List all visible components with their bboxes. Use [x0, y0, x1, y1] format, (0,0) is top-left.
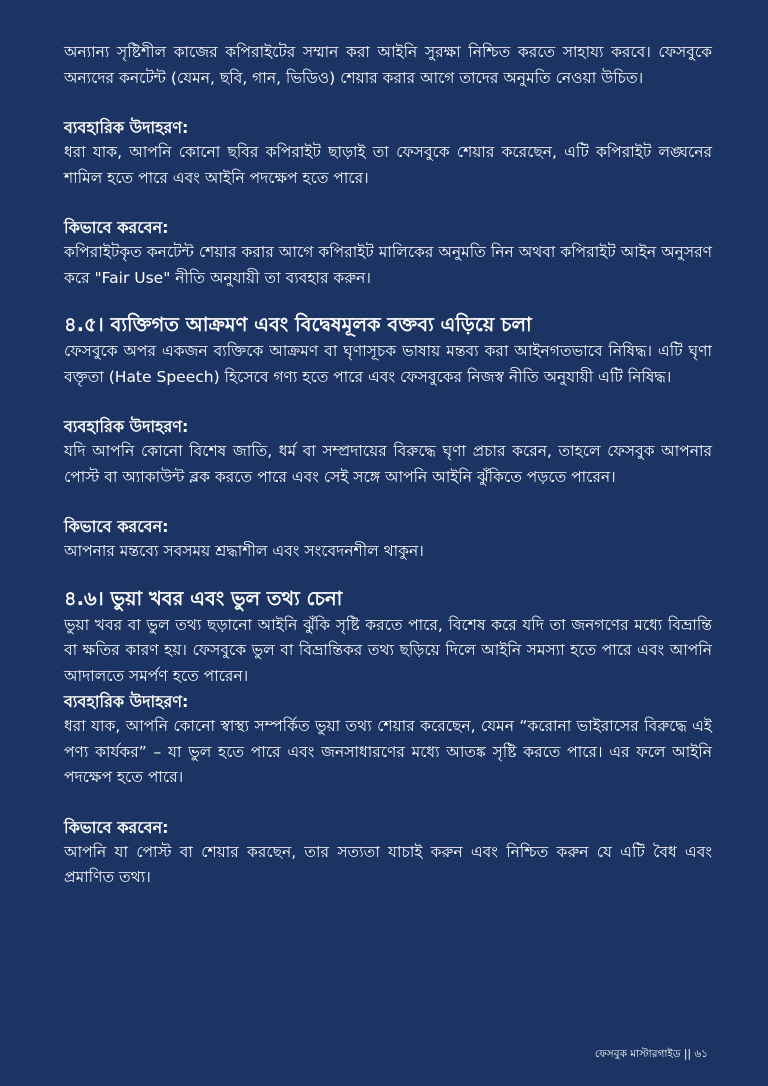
intro-paragraph: অন্যান্য সৃষ্টিশীল কাজের কপিরাইটের সম্মান করা আইনি সুরক্ষা নিশ্চিত করতে সাহায্য করবে। ফেসবুকে অন্যদের কনটেন্ট (যেমন, ছবি, গান, ভিডিও) শেয়ার করার আগে তাদের অনুমতি নেওয়া উচিত।	[64, 43, 712, 87]
section-4-6-paragraph: ভুয়া খবর বা ভুল তথ্য ছড়ানো আইনি ঝুঁকি সৃষ্টি করতে পারে, বিশেষ করে যদি তা জনগণের মধ্যে বিভ্রান্তি বা ক্ষতির কারণ হয়। ফেসবুকে ভুল বা বিভ্রান্তিকর তথ্য ছড়িয়ে দিলে আইনি সমস্যা হতে পারে এবং আপনি আদালতে সমর্পণ হতে পারেন।	[64, 615, 712, 685]
how-to-heading: কিভাবে করবেন:	[64, 218, 169, 237]
section-4-6-how-heading: কিভাবে করবেন:	[64, 817, 169, 837]
section-4-6-example-heading: ব্যবহারিক উদাহরণ:	[64, 692, 189, 711]
section-4-5-paragraph: ফেসবুকে অপর একজন ব্যক্তিকে আক্রমণ বা ঘৃণাসূচক ভাষায় মন্তব্য করা আইনগতভাবে নিষিদ্ধ। এটি ঘৃণা বক্তৃতা (Hate Speech) হিসেবে গণ্য হতে পারে এবং ফেসবুকের নিজস্ব নীতি অনুযায়ী এটি নিষিদ্ধ।	[64, 342, 712, 386]
section-4-6-title: ৪.৬। ভুয়া খবর এবং ভুল তথ্য চেনা	[64, 586, 343, 610]
how-to-paragraph: কপিরাইটকৃত কনটেন্ট শেয়ার করার আগে কপিরাইট মালিকের অনুমতি নিন অথবা কপিরাইট আইন অনুসরণ করে "Fair Use" নীতি অনুযায়ী তা ব্যবহার করুন।	[64, 243, 712, 287]
section-4-5-title: ৪.৫। ব্যক্তিগত আক্রমণ এবং বিদ্বেষমূলক বক্তব্য এড়িয়ে চলা	[64, 313, 532, 336]
section-4-5-example-heading: ব্যবহারিক উদাহরণ:	[64, 417, 189, 436]
practical-example-paragraph: ধরা যাক, আপনি কোনো ছবির কপিরাইট ছাড়াই তা ফেসবুকে শেয়ার করেছেন, এটি কপিরাইট লঙ্ঘনের শামিল হতে পারে এবং আইনি পদক্ষেপ হতে পারে।	[64, 143, 712, 187]
section-4-5-how-paragraph: আপনার মন্তব্যে সবসময় শ্রদ্ধাশীল এবং সংবেদনশীল থাকুন।	[64, 542, 424, 560]
section-4-5-example-paragraph: যদি আপনি কোনো বিশেষ জাতি, ধর্ম বা সম্প্রদায়ের বিরুদ্ধে ঘৃণা প্রচার করেন, তাহলে ফেসবুক আপনার পোস্ট বা অ্যাকাউন্ট ব্লক করতে পারে এবং সেই সঙ্গে আপনি আইনি ঝুঁকিতে পড়তে পারেন।	[64, 442, 712, 486]
practical-example-heading: ব্যবহারিক উদাহরণ:	[64, 118, 189, 137]
document-page	[64, 40, 712, 891]
section-4-6-example-paragraph: ধরা যাক, আপনি কোনো স্বাস্থ্য সম্পর্কিত ভুয়া তথ্য শেয়ার করেছেন, যেমন “করোনা ভাইরাসের বিরুদ্ধে এই পণ্য কার্যকর” – যা ভুল হতে পারে এবং জনসাধারণের মধ্যে আতঙ্ক সৃষ্টি করতে পারে। এর ফলে আইনি পদক্ষেপ হতে পারে।	[64, 717, 712, 786]
page-footer: ফেসবুক মাস্টারগাইড || ৬১	[594, 1048, 708, 1060]
section-4-5-how-heading: কিভাবে করবেন:	[64, 517, 169, 536]
section-4-6-how-paragraph: আপনি যা পোস্ট বা শেয়ার করছেন, তার সত্যতা যাচাই করুন এবং নিশ্চিত করুন যে এটি বৈধ এবং প্রমাণিত তথ্য।	[64, 842, 712, 886]
